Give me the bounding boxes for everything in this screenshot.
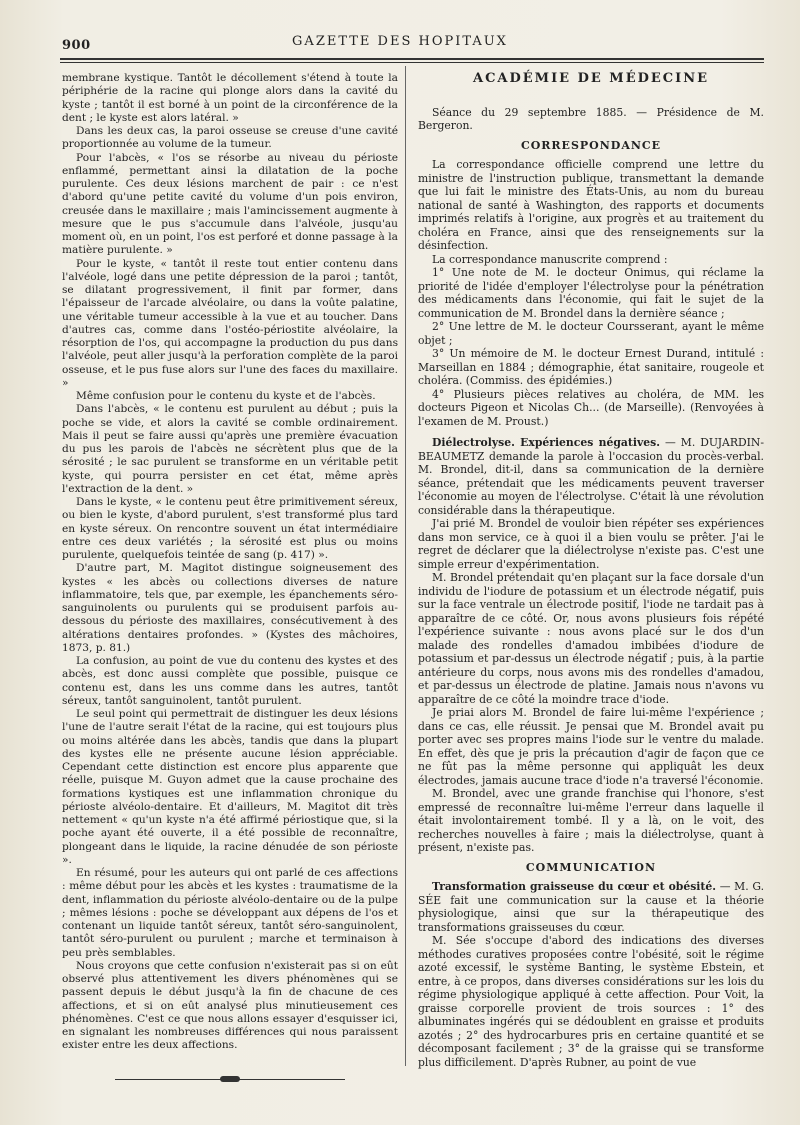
right-column	[418, 72, 764, 1069]
session-line: Séance du 29 septembre 1885. — Présidence de M. Bergeron.	[418, 105, 764, 132]
dielectrolyse-topic: Diélectrolyse. Expériences négatives.	[432, 436, 660, 449]
transformation-topic: Transformation graisseuse du cœur et obésité.	[432, 880, 717, 893]
dielectrolyse-paragraph	[418, 436, 764, 517]
correspondance-paragraph: 1° Une note de M. le docteur Onimus, qui réclame la priorité de l'idée d'employer l'électrolyse pour la pénétration des médicaments dans l'économie, qui fait le sujet de la communication de M. Brondel dans la dernière séance ;	[418, 266, 764, 320]
left-paragraph: Nous croyons que cette confusion n'existerait pas si on eût observé plus attentivement les divers phénomènes qui se passent depuis le début jusqu'à la fin de chacune de ces affections, et si on eût analysé plus minutieusement ces phénomènes. C'est ce que nous allons essayer d'esquisser ici, en signalant les nombreuses différences qui nous paraissent exister entre les deux affections.	[62, 959, 398, 1052]
page-number: 900	[62, 38, 91, 53]
transformation-paragraph	[418, 880, 764, 934]
correspondance-heading: CORRESPONDANCE	[520, 138, 662, 152]
correspondance-paragraph: La correspondance officielle comprend une lettre du ministre de l'instruction publique, transmettant la demande que lui fait le ministre des États-Unis, au nom du bureau national de santé à Washington, des rapports et documents imprimés relatifs à l'origine, aux progrès et au traitement du choléra en France, ainsi que des renseignements sur la désinfection.	[418, 158, 764, 252]
dielectrolyse-paragraph: M. Brondel prétendait qu'en plaçant sur la face dorsale d'un individu de l'iodure de potassium et un électrode négatif, puis sur la face ventrale un électrode positif, l'iode ne tardait pas à apparaître de ce côté. Or, nous avons plusieurs fois répété l'expérience suivante : nous avons placé sur le dos d'un malade des rondelles d'amadou imbibées d'iodure de potassium et par-dessus un électrode négatif ; puis, à la partie antérieure du corps, nous avons mis des rondelles d'amadou, et par-dessus un électrode de platine. Jamais nous n'avons vu apparaître de ce côté la moindre trace d'iode.	[418, 571, 764, 706]
correspondance-paragraph: 3° Un mémoire de M. le docteur Ernest Durand, intitulé : Marseillan en 1884 ; démographie, état sanitaire, rougeole et choléra. (Commiss. des épidémies.)	[418, 347, 764, 387]
dielectrolyse-paragraph: M. Brondel, avec une grande franchise qui l'honore, s'est empressé de reconnaître lui-même l'erreur dans laquelle il était involontairement tombé. Il y a là, on le voit, des recherches nouvelles à faire ; mais la diélectrolyse, quant à présent, n'existe pas.	[418, 787, 764, 854]
column-divider	[405, 66, 406, 1066]
transformation-lead: — M. G. SÉE fait une communication sur la cause et la théorie physiologique, ainsi que sur la thérapeutique des transformations graisseuses du cœur.	[418, 880, 765, 934]
correspondance-paragraph: La correspondance manuscrite comprend :	[432, 252, 668, 266]
left-paragraph: Même confusion pour le contenu du kyste et de l'abcès.	[76, 390, 376, 402]
dielectrolyse-paragraph: Je priai alors M. Brondel de faire lui-même l'expérience ; dans ce cas, elle réussit. Je pensai que M. Brondel avait pu porter avec ses propres mains l'iode sur le ventre du malade. En effet, dès que je pris la précaution d'agir de façon que ce ne fût pas la même personne qui appliquât les deux électrodes, jamais aucune trace d'iode n'a traversé l'économie.	[418, 706, 764, 787]
correspondance-paragraph: 4° Plusieurs pièces relatives au choléra, de MM. les docteurs Pigeon et Nicolas Ch... (de Marseille). (Renvoyées à l'examen de M. Proust.)	[418, 387, 764, 428]
left-paragraph: En résumé, pour les auteurs qui ont parlé de ces affections : même début pour les abcès et les kystes : traumatisme de la dent, inflammation du périoste alvéolo-dentaire ou de la pulpe ; mêmes lésions : poche se développant aux dépens de l'os et contenant un liquide tantôt séreux, tantôt séro-sanguinolent, tantôt séro-purulent ou purulent ; marche et terminaison à peu près semblables.	[62, 867, 398, 959]
header-rule	[60, 58, 764, 63]
transformation-paragraph: M. Sée s'occupe d'abord des indications des diverses méthodes curatives proposées contre l'obésité, soit le régime azoté excessif, le système Banting, le système Ebstein, et entre, à ce propos, dans diverses considérations sur les lois du régime physiologique appliqué à cette affection. Pour Voit, la graisse corporelle provient de trois sources : 1° des albuminates ingérés qui se dédoublent en graisse et produits azotés ; 2° des hydrocarbures pris en certaine quantité et se décomposant facilement ; 3° de la graisse qui se transforme plus difficilement. D'après Rubner, au point de vue	[418, 934, 764, 1069]
left-paragraph: Le seul point qui permettrait de distinguer les deux lésions l'une de l'autre serait l'état de la racine, qui est toujours plus ou moins altérée dans les abcès, tandis que dans la plupart des kystes elle ne présente aucune lésion appréciable. Cependant cette distinction est encore plus apparente que réelle, puisque M. Guyon admet que la cause prochaine des formations kystiques est une inflammation chronique du périoste alvéolo-dentaire. Et d'ailleurs, M. Magitot dit très nettement « qu'un kyste n'a été affirmé périostique que, si la poche ayant été ouverte, il a été possible de reconnaître, plongeant dans le liquide, la racine dénudée de son périoste ».	[62, 708, 398, 866]
left-paragraph: La confusion, au point de vue du contenu des kystes et des abcès, est donc aussi complète que possible, puisque ce contenu est, dans les uns comme dans les autres, tantôt séreux, tantôt sanguinolent, tantôt purulent.	[62, 655, 398, 707]
communication-heading: COMMUNICATION	[525, 860, 657, 874]
running-title: GAZETTE DES HOPITAUX	[292, 34, 508, 49]
left-column	[62, 72, 398, 1085]
dielectrolyse-paragraph: J'ai prié M. Brondel de vouloir bien répéter ses expériences dans mon service, ce à quoi il a bien voulu se prêter. J'ai le regret de déclarer que la diélectrolyse n'existe pas. C'est une simple erreur d'expérimentation.	[418, 517, 764, 571]
left-paragraph: Pour l'abcès, « l'os se résorbe au niveau du périoste enflammé, permettant ainsi la dilatation de la poche purulente. Ces deux lésions marchent de pair : ce n'est d'abord qu'une petite cavité du volume d'un pois environ, creusée dans le maxillaire ; mais l'amincissement augmente à mesure que le pus s'accumule dans l'alvéole, jusqu'au moment où, en un point, l'os est perforé et donne passage à la matière purulente. »	[62, 151, 398, 257]
left-paragraph: Dans les deux cas, la paroi osseuse se creuse d'une cavité proportionnée au volume de la tumeur.	[62, 125, 398, 151]
left-paragraph: Dans le kyste, « le contenu peut être primitivement séreux, ou bien le kyste, d'abord purulent, s'est transformé plus tard en kyste séreux. On rencontre souvent un état intermédiaire entre ces deux variétés ; la sérosité est plus ou moins purulente, quelquefois teintée de sang (p. 417) ».	[62, 496, 398, 561]
left-paragraph: membrane kystique. Tantôt le décollement s'étend à toute la périphérie de la racine qui plonge alors dans la cavité du kyste ; tantôt il est borné à un point de la circonférence de la dent ; le kyste est alors latéral. »	[62, 72, 398, 124]
dielectrolyse-lead: — M. DUJARDIN-BEAUMETZ demande la parole à l'occasion du procès-verbal. M. Brondel, dit-il, dans sa communication de la dernière séance, prétendait que les médicaments peuvent traverser l'économie au moyen de l'électrolyse. C'était là une révolution considérable dans la thérapeutique.	[418, 436, 764, 517]
left-paragraph: Dans l'abcès, « le contenu est purulent au début ; puis la poche se vide, et alors la cavité se comble ordinairement. Mais il peut se faire aussi qu'après une première évacuation du pus les parois de l'abcès ne sécrètent plus que de la sérosité ; le sac purulent se transforme en un véritable petit kyste, qui pourra persister en cet état, même après l'extraction de la dent. »	[62, 403, 398, 495]
section-title: ACADÉMIE DE MÉDECINE	[472, 71, 709, 86]
correspondance-paragraph: 2° Une lettre de M. le docteur Coursserant, ayant le même objet ;	[418, 320, 764, 347]
left-paragraph: Pour le kyste, « tantôt il reste tout entier contenu dans l'alvéole, logé dans une petite dépression de la paroi ; tantôt, se dilatant progressivement, il finit par former, dans l'épaisseur de l'arcade alvéolaire, ou dans la voûte palatine, une véritable tumeur accessible à la vue et au toucher. Dans d'autres cas, comme dans l'ostéo-périostite alvéolaire, la résorption de l'os, qui accompagne la production du pus dans l'alvéole, peut aller jusqu'à la perforation complète de la paroi osseuse, et le pus fuse alors sur l'une des faces du maxillaire. »	[62, 257, 398, 389]
left-paragraph: D'autre part, M. Magitot distingue soigneusement des kystes « les abcès ou collections diverses de nature inflammatoire, tels que, par exemple, les épanchements séro-sanguinolents ou purulents qui se produisent parfois au-dessous du périoste des maxillaires, consécutivement à des altérations dentaires profondes. » (Kystes des mâchoires, 1873, p. 81.)	[62, 562, 398, 654]
end-ornament-rule	[115, 1075, 345, 1085]
